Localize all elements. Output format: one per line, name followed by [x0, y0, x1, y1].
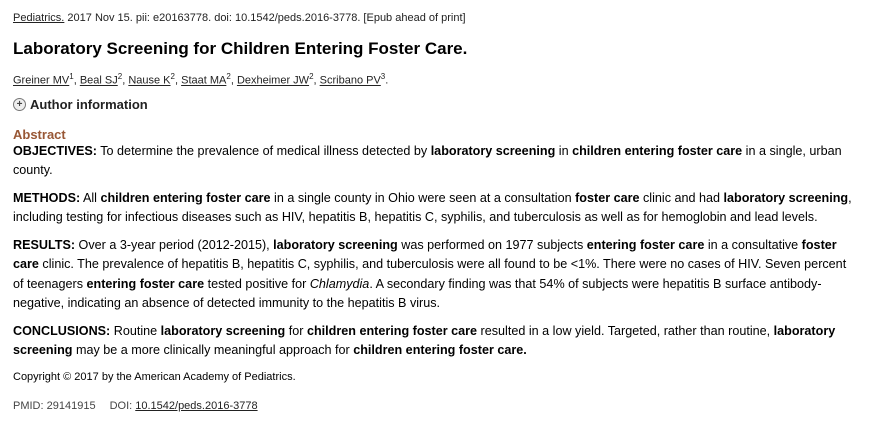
- author-link[interactable]: Beal SJ: [79, 74, 118, 87]
- doi-label: DOI:: [109, 399, 136, 412]
- highlight-term: laboratory screening: [273, 237, 398, 252]
- pmid-label: PMID:: [13, 399, 47, 412]
- author-separator: ,: [122, 74, 129, 87]
- expand-plus-icon[interactable]: +: [13, 98, 26, 111]
- text-run: clinic and had: [639, 190, 724, 205]
- journal-link[interactable]: Pediatrics.: [13, 12, 65, 24]
- text-run: may be a more clinically meaningful approach for: [72, 343, 354, 358]
- author-separator: .: [385, 74, 389, 87]
- highlight-term: foster care: [575, 190, 640, 205]
- citation-details: 2017 Nov 15. pii: e20163778. doi: 10.1542/peds.2016-3778. [Epub ahead of print]: [64, 12, 466, 24]
- section-label: METHODS:: [13, 190, 81, 205]
- text-run: resulted in a low yield. Targeted, rather than routine,: [477, 323, 774, 338]
- highlight-term: laboratory screening: [430, 143, 556, 158]
- text-run: in a single, urban county.: [13, 143, 842, 178]
- author-link[interactable]: Dexheimer JW: [236, 74, 310, 87]
- highlight-term: entering foster care: [586, 237, 705, 252]
- text-run: in a single county in Ohio were seen at a consultation: [270, 190, 576, 205]
- text-run: To determine the prevalence of medical illness detected by: [96, 143, 431, 158]
- author-affiliation: 1: [69, 72, 74, 81]
- author-link[interactable]: Nause K: [128, 74, 171, 87]
- author-link[interactable]: Scribano PV: [319, 74, 381, 87]
- highlight-term: children entering foster care: [306, 323, 478, 338]
- article-title: Laboratory Screening for Children Entering Foster Care.: [13, 39, 468, 58]
- text-run: tested positive for: [204, 276, 310, 291]
- author-information-toggle[interactable]: [13, 96, 856, 114]
- highlight-term: children entering foster care: [572, 143, 743, 158]
- identifier-line: [13, 398, 856, 414]
- abstract-conclusions: [13, 322, 856, 361]
- author-separator: ,: [73, 74, 80, 87]
- text-run: , including testing for infectious diseases such as HIV, hepatitis B, hepatitis C, syphilis, and tuberculosis as well as for hemoglobin and lead levels.: [13, 190, 852, 225]
- author-affiliation: 2: [309, 72, 314, 81]
- author-separator: ,: [230, 74, 237, 87]
- author-link[interactable]: Staat MA: [181, 74, 227, 87]
- text-run: clinic. The prevalence of hepatitis B, hepatitis C, syphilis, and tuberculosis were all found to be <1%. There were no cases of HIV. Seven percent of teenagers: [13, 257, 847, 291]
- doi-link[interactable]: 10.1542/peds.2016-3778: [135, 399, 258, 412]
- highlight-term: children entering foster care.: [353, 343, 527, 358]
- author-affiliation: 3: [380, 72, 386, 81]
- text-run: for: [285, 323, 307, 338]
- pmid-value: 29141915: [46, 399, 96, 412]
- author-separator: ,: [313, 74, 320, 87]
- author-affiliation: 2: [170, 72, 175, 81]
- text-run: in a consultative: [704, 237, 802, 252]
- author-separator: ,: [174, 74, 182, 87]
- text-run: was performed on 1977 subjects: [397, 237, 587, 252]
- author-affiliation: 2: [226, 72, 231, 81]
- abstract-methods: [13, 189, 856, 228]
- author-link[interactable]: Greiner MV: [13, 74, 70, 87]
- text-run: . A secondary finding was that 54% of subjects were hepatitis B surface antibody-negative, indicating an absence of detected immunity to the hepatitis B virus.: [13, 276, 822, 311]
- abstract-results: [13, 236, 856, 314]
- highlight-term: foster care: [13, 237, 837, 272]
- text-run: All: [80, 190, 101, 205]
- abstract-objectives: [13, 142, 856, 181]
- section-label: OBJECTIVES:: [13, 143, 97, 158]
- author-list: [13, 69, 856, 89]
- author-information-label: Author information: [30, 96, 148, 112]
- highlight-term: children entering foster care: [100, 190, 271, 205]
- highlight-term: laboratory screening: [13, 323, 836, 358]
- section-label: CONCLUSIONS:: [13, 323, 111, 338]
- author-affiliation: 2: [117, 72, 123, 81]
- italic-term: Chlamydia: [309, 276, 370, 291]
- highlight-term: entering foster care: [86, 276, 205, 291]
- highlight-term: laboratory screening: [723, 190, 849, 205]
- section-label: RESULTS:: [13, 237, 76, 252]
- highlight-term: laboratory screening: [160, 323, 286, 338]
- citation-line: [13, 10, 856, 26]
- text-run: Over a 3-year period (2012-2015),: [75, 237, 274, 252]
- text-run: in: [555, 143, 573, 158]
- text-run: Routine: [110, 323, 161, 338]
- copyright-notice: Copyright © 2017 by the American Academy of Pediatrics.: [13, 370, 296, 383]
- abstract-heading: Abstract: [13, 126, 66, 142]
